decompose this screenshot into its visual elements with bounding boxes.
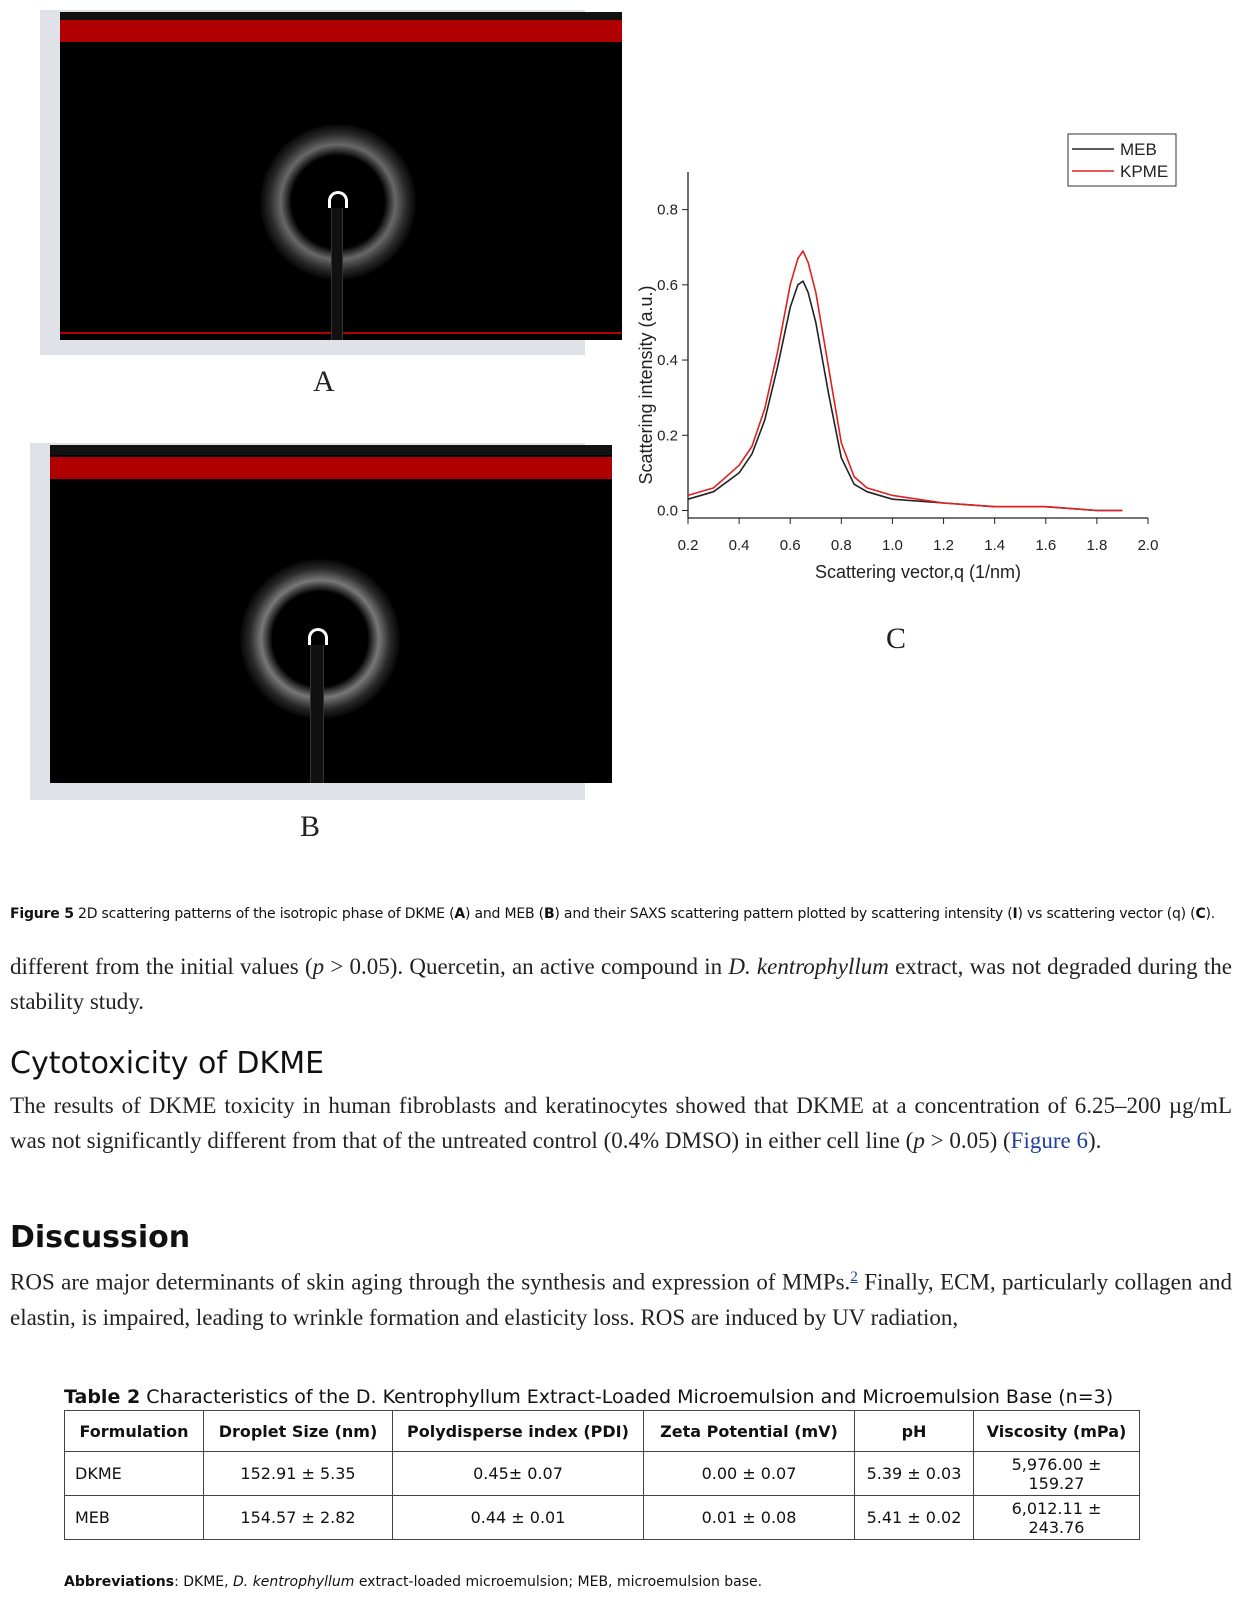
text-run: ROS are major determinants of skin aging through the synthesis and expression of MMPs. — [10, 1269, 851, 1295]
legend-label: KPME — [1120, 162, 1169, 181]
reference-2-link[interactable]: 2 — [850, 1269, 858, 1285]
x-tick-label: 1.8 — [1086, 537, 1108, 554]
legend-label: MEB — [1120, 140, 1157, 159]
scatter-pattern-a — [40, 10, 585, 355]
x-tick-label: 0.6 — [779, 537, 801, 554]
caption-ref-c: C — [1195, 906, 1206, 922]
x-tick-label: 2.0 — [1137, 537, 1159, 554]
italic-p: p — [312, 954, 325, 979]
paragraph-stability — [10, 949, 1232, 1019]
table-cell: 152.91 ± 5.35 — [204, 1452, 393, 1496]
y-tick-label: 0.6 — [657, 276, 678, 294]
table-row — [65, 1496, 1140, 1540]
table-cell: 5.39 ± 0.03 — [855, 1452, 974, 1496]
y-tick-label: 0.8 — [657, 201, 678, 219]
caption-text: ). — [1205, 906, 1216, 922]
table-caption — [64, 1386, 1113, 1408]
text-run: > 0.05). Quercetin, an active compound in — [324, 954, 729, 979]
figure-caption — [10, 906, 1235, 922]
species-name: D. kentrophyllum — [728, 954, 889, 979]
series-line-kpme — [688, 251, 1122, 511]
table-cell: 0.01 ± 0.08 — [644, 1496, 855, 1540]
characteristics-table — [64, 1410, 1140, 1540]
table-cell: 5,976.00 ± 159.27 — [974, 1452, 1140, 1496]
y-tick-label: 0.4 — [657, 352, 678, 370]
column-header: pH — [855, 1411, 974, 1452]
scatter-pattern-b — [30, 443, 585, 800]
y-tick-label: 0.0 — [657, 502, 678, 520]
y-axis-label: Scattering intensity (a.u.) — [636, 285, 656, 485]
x-tick-label: 1.2 — [933, 537, 954, 554]
table-header-row — [65, 1411, 1140, 1452]
table-cell: MEB — [65, 1496, 204, 1540]
figure-caption-prefix: Figure 5 — [10, 906, 74, 922]
column-header: Formulation — [65, 1411, 204, 1452]
figure-6-link[interactable]: Figure 6 — [1010, 1128, 1088, 1153]
series-line-meb — [688, 281, 1122, 510]
section-heading-cytotoxicity: Cytotoxicity of DKME — [10, 1046, 325, 1081]
table-cell: 0.00 ± 0.07 — [644, 1452, 855, 1496]
text-run: ). — [1087, 1128, 1102, 1153]
panel-b-label: B — [300, 810, 321, 843]
column-header: Zeta Potential (mV) — [644, 1411, 855, 1452]
table-cell: 154.57 ± 2.82 — [204, 1496, 393, 1540]
paragraph-discussion — [10, 1260, 1232, 1335]
table-abbreviations — [64, 1574, 762, 1590]
y-tick-label: 0.2 — [657, 427, 678, 445]
x-tick-label: 1.6 — [1035, 537, 1057, 554]
caption-ref-a: A — [454, 906, 465, 922]
species-name: D. kentrophyllum — [233, 1574, 355, 1590]
text-run: different from the initial values ( — [10, 954, 313, 979]
x-tick-label: 0.2 — [677, 537, 699, 554]
caption-ref-i: I — [1012, 906, 1018, 922]
text-run: > 0.05) ( — [924, 1128, 1011, 1153]
x-axis-label: Scattering vector,q (1/nm) — [814, 562, 1022, 582]
section-heading-discussion: Discussion — [10, 1220, 191, 1255]
text-run: The results of DKME toxicity in human fibroblasts and keratinocytes showed that DKME at a concentration of 6.25–200 µg/mL was not significantly different from that of the untreated control (0.4% DMSO) in either cell line ( — [10, 1093, 1232, 1153]
table-caption-prefix: Table 2 — [64, 1386, 141, 1408]
table-cell: 0.44 ± 0.01 — [393, 1496, 644, 1540]
caption-text: ) and their SAXS scattering pattern plotted by scattering intensity ( — [554, 906, 1013, 922]
text-run: extract-loaded microemulsion; MEB, microemulsion base. — [354, 1574, 763, 1590]
text-run: : DKME, — [174, 1574, 234, 1590]
italic-p: p — [913, 1128, 925, 1153]
abbr-label: Abbreviations — [64, 1574, 175, 1590]
table-cell: DKME — [65, 1452, 204, 1496]
table-row — [65, 1452, 1140, 1496]
column-header: Viscosity (mPa) — [974, 1411, 1140, 1452]
x-tick-label: 0.4 — [728, 537, 750, 554]
saxs-line-chart — [600, 120, 1220, 680]
panel-a-label: A — [313, 365, 335, 398]
detector-image-b — [50, 445, 612, 783]
caption-text: 2D scattering patterns of the isotropic phase of DKME ( — [73, 906, 455, 922]
x-tick-label: 1.0 — [882, 537, 903, 554]
text-run: extract, was not degraded during the stability study. — [10, 954, 1232, 1014]
caption-text: ) and MEB ( — [464, 906, 544, 922]
table-cell: 6,012.11 ± 243.76 — [974, 1496, 1140, 1540]
column-header: Droplet Size (nm) — [204, 1411, 393, 1452]
table-cell: 0.45± 0.07 — [393, 1452, 644, 1496]
x-tick-label: 1.4 — [984, 537, 1006, 554]
column-header: Polydisperse index (PDI) — [393, 1411, 644, 1452]
caption-ref-b: B — [543, 906, 555, 922]
caption-text: ) vs scattering vector (q) ( — [1017, 906, 1196, 922]
x-tick-label: 0.8 — [830, 537, 852, 554]
paragraph-cytotoxicity — [10, 1088, 1232, 1158]
table-caption-text: Characteristics of the D. Kentrophyllum Extract-Loaded Microemulsion and Microemulsion Base (n=3) — [140, 1386, 1114, 1408]
panel-c-label: C — [886, 622, 907, 655]
detector-image-a — [60, 12, 622, 340]
table-cell: 5.41 ± 0.02 — [855, 1496, 974, 1540]
text-run: Finally, ECM, particularly collagen and elastin, is impaired, leading to wrinkle formation and elasticity loss. ROS are induced by UV radiation, — [10, 1269, 1232, 1330]
